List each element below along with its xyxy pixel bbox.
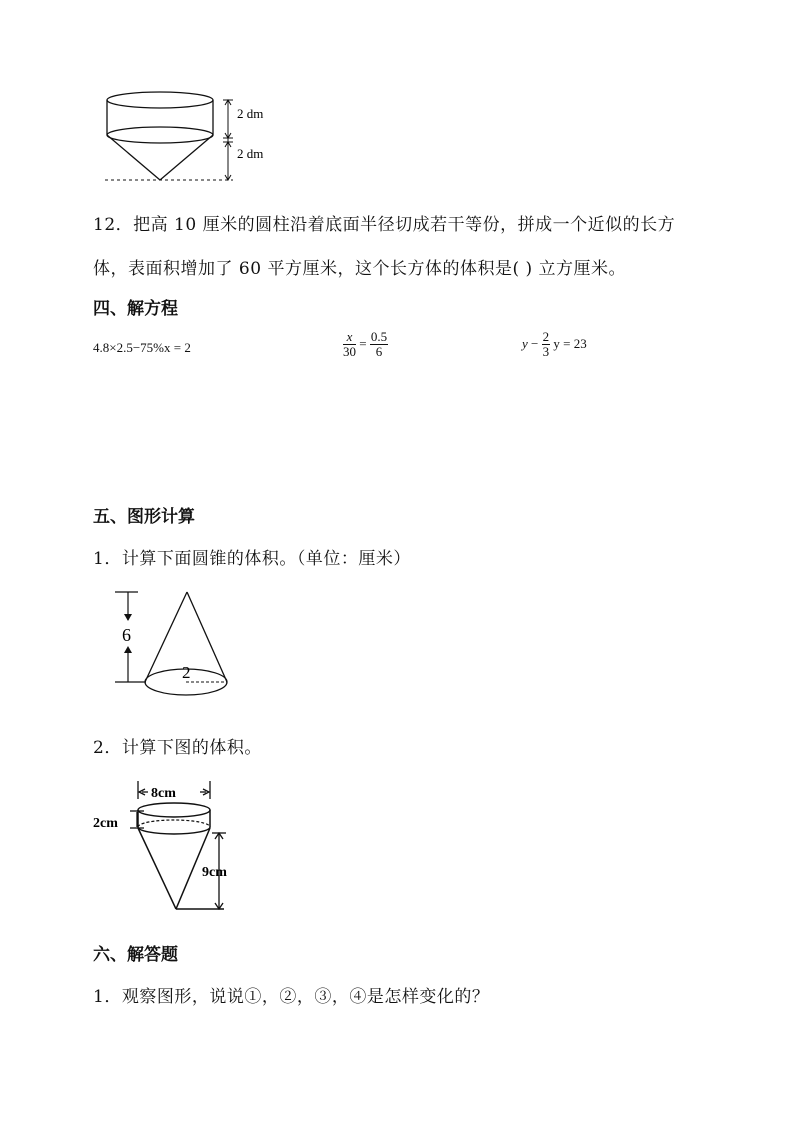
cylinder-top-ellipse [107, 92, 213, 108]
section-5-title: 五、图形计算 [93, 507, 195, 527]
eq3-num: 2 [542, 329, 550, 344]
cone-height-label: 6 [122, 625, 131, 645]
bottom-height-label: 2 dm [237, 146, 264, 161]
cyl2-top-ellipse [138, 803, 210, 817]
eq2-den-right: 6 [375, 344, 383, 360]
section-6-title: 六、解答题 [93, 945, 178, 965]
cylinder-bottom-ellipse [107, 127, 213, 143]
eq3-minus: − [531, 335, 539, 351]
cone2-left-side [138, 828, 176, 909]
question-12-line1: 12．把高 10 厘米的圆柱沿着底面半径切成若干等份，拼成一个近似的长方 [93, 215, 676, 235]
eq3-var: y [522, 335, 528, 351]
cone-figure [110, 585, 250, 700]
cylinder-cone-figure [95, 85, 295, 185]
eq3-den: 3 [542, 344, 550, 360]
eq2-den-left: 30 [343, 344, 356, 360]
equation-1 [93, 340, 191, 356]
eq3-tail: y = 23 [553, 335, 587, 351]
cylinder-height-label: 2cm [93, 816, 118, 831]
equation-2 [343, 330, 388, 360]
equation-3 [522, 330, 587, 360]
cone-radius-label: 2 [182, 663, 191, 682]
diameter-label: 8cm [151, 786, 176, 801]
question-5-1-text: 1．计算下面圆锥的体积。（单位：厘米） [93, 549, 411, 569]
eq2-num-right: 0.5 [370, 329, 388, 344]
eq2-equals: = [359, 335, 367, 351]
section-4-title: 四、解方程 [93, 299, 178, 319]
top-height-label: 2 dm [237, 106, 264, 121]
cone-right-side [187, 592, 227, 682]
eq2-num-left: x [343, 330, 356, 345]
cone-height-label-2: 9cm [202, 865, 227, 880]
cylinder-cone-figure-2 [90, 775, 270, 915]
question-6-1-text: 1．观察图形，说说①，②，③，④是怎样变化的？ [93, 987, 490, 1007]
question-12-line2: 体，表面积增加了 60 平方厘米，这个长方体的体积是( ) 立方厘米。 [93, 259, 627, 279]
question-5-2-text: 2．计算下图的体积。 [93, 738, 262, 758]
equation-1-text: 4.8×2.5−75%x = 2 [93, 340, 191, 355]
